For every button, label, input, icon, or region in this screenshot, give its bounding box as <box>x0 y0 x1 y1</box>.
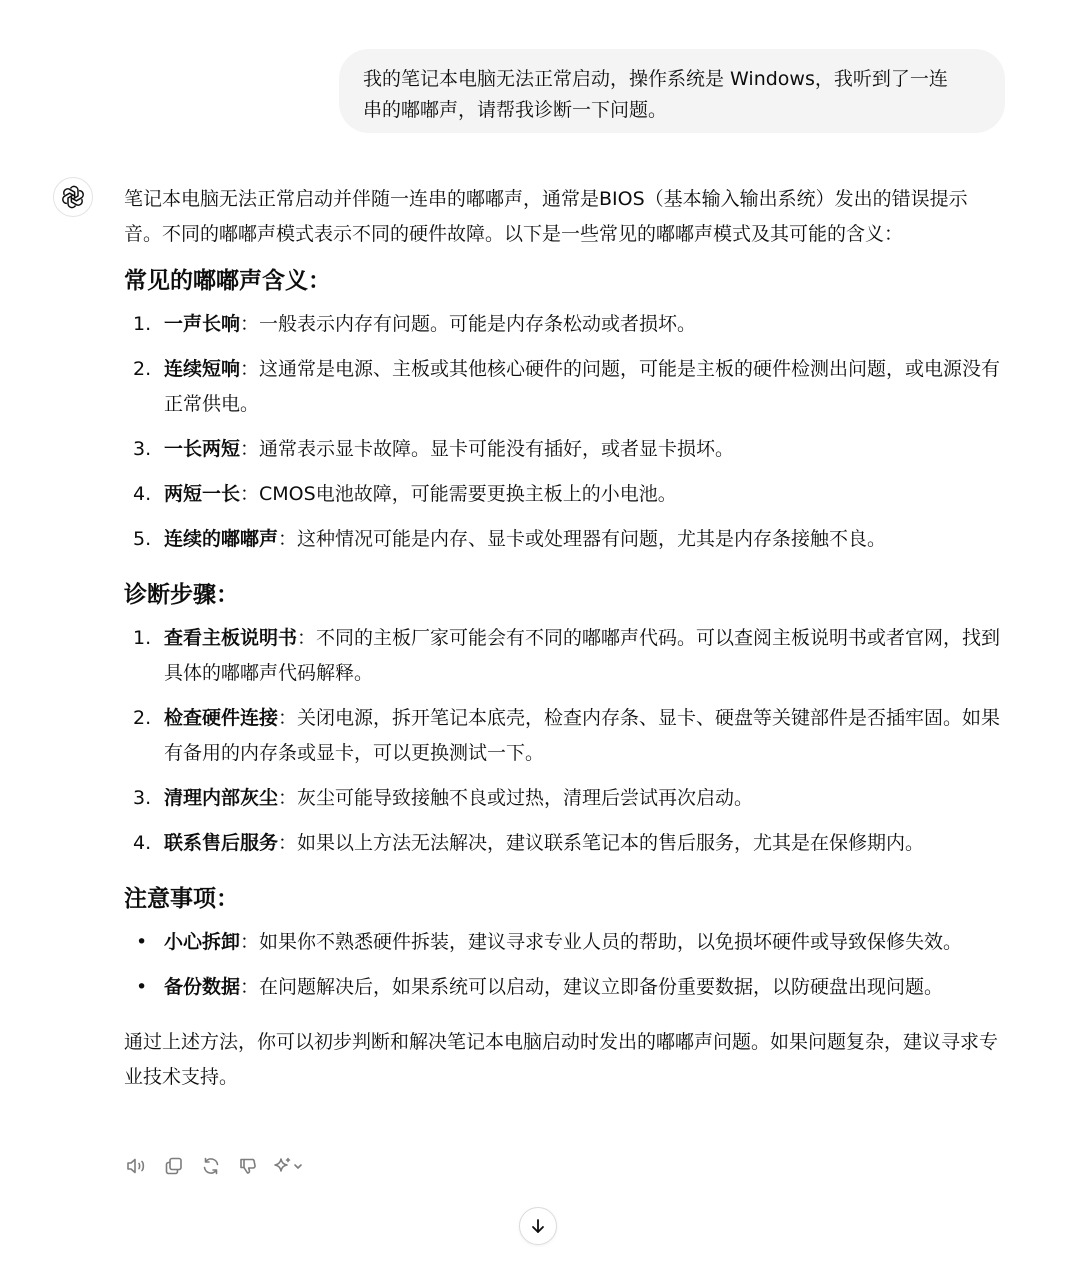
regenerate-button[interactable] <box>198 1153 224 1179</box>
item-text: ：一般表示内存有问题。可能是内存条松动或者损坏。 <box>240 313 697 335</box>
item-text: ：如果以上方法无法解决，建议联系笔记本的售后服务，尤其是在保修期内。 <box>278 832 925 854</box>
scroll-to-bottom-button[interactable] <box>519 1207 557 1245</box>
item-title: 备份数据 <box>164 976 241 998</box>
assistant-message <box>124 182 1004 1095</box>
item-text: ：通常表示显卡故障。显卡可能没有插好，或者显卡损坏。 <box>240 438 735 460</box>
item-title: 连续短响 <box>164 358 241 380</box>
arrow-down-icon <box>529 1217 547 1235</box>
list-item <box>124 970 1004 1005</box>
regenerate-icon <box>201 1156 221 1176</box>
list-number: 3. <box>133 438 152 460</box>
user-message-line: 串的嘟嘟声，请帮我诊断一下问题。 <box>363 99 668 121</box>
sparkle-model-icon <box>272 1156 308 1176</box>
item-text: ：灰尘可能导致接触不良或过热，清理后尝试再次启动。 <box>278 787 754 809</box>
intro-paragraph: 笔记本电脑无法正常启动并伴随一连串的嘟嘟声，通常是BIOS（基本输入输出系统）发出的错误提示音。不同的嘟嘟声模式表示不同的硬件故障。以下是一些常见的嘟嘟声模式及其可能的含义： <box>124 188 968 245</box>
copy-icon <box>164 1156 184 1176</box>
speaker-icon <box>126 1156 148 1176</box>
item-title: 连续的嘟嘟声 <box>164 528 279 550</box>
list-item <box>124 621 1004 691</box>
item-title: 联系售后服务 <box>164 832 279 854</box>
list-item <box>124 477 1004 512</box>
section-heading: 注意事项： <box>124 886 239 912</box>
notes-list <box>124 925 1004 1005</box>
section-heading: 常见的嘟嘟声含义： <box>124 268 331 294</box>
item-text: ：这通常是电源、主板或其他核心硬件的问题，可能是主板的硬件检测出问题，或电源没有正常供电。 <box>164 358 1001 415</box>
item-title: 查看主板说明书 <box>164 627 298 649</box>
section-heading: 诊断步骤： <box>124 582 239 608</box>
item-title: 检查硬件连接 <box>164 707 279 729</box>
copy-button[interactable] <box>161 1153 187 1179</box>
assistant-avatar <box>53 177 93 217</box>
list-number: 3. <box>133 787 152 809</box>
item-title: 小心拆卸 <box>164 931 241 953</box>
bullet-marker: • <box>136 976 148 998</box>
read-aloud-button[interactable] <box>124 1153 150 1179</box>
outro-paragraph: 通过上述方法，你可以初步判断和解决笔记本电脑启动时发出的嘟嘟声问题。如果问题复杂，建议寻求专业技术支持。 <box>124 1031 999 1088</box>
item-text: ：在问题解决后，如果系统可以启动，建议立即备份重要数据，以防硬盘出现问题。 <box>240 976 944 998</box>
openai-logo-icon <box>61 185 85 209</box>
item-title: 清理内部灰尘 <box>164 787 279 809</box>
list-item <box>124 701 1004 771</box>
bullet-marker: • <box>136 931 148 953</box>
item-text: ：这种情况可能是内存、显卡或处理器有问题，尤其是内存条接触不良。 <box>278 528 887 550</box>
user-message-line: 我的笔记本电脑无法正常启动，操作系统是 Windows，我听到了一连 <box>363 68 948 90</box>
list-item <box>124 826 1004 861</box>
list-item <box>124 307 1004 342</box>
item-text: ：不同的主板厂家可能会有不同的嘟嘟声代码。可以查阅主板说明书或者官网，找到具体的嘟嘟声代码解释。 <box>164 627 1001 684</box>
item-text: ：如果你不熟悉硬件拆装，建议寻求专业人员的帮助，以免损坏硬件或导致保修失效。 <box>240 931 963 953</box>
list-number: 1. <box>133 627 152 649</box>
bad-response-button[interactable] <box>235 1153 261 1179</box>
item-title: 一长两短 <box>164 438 241 460</box>
list-item <box>124 352 1004 422</box>
thumbs-down-icon <box>238 1156 258 1176</box>
list-number: 2. <box>133 707 152 729</box>
beep-meaning-list <box>124 307 1004 557</box>
diagnosis-steps-list <box>124 621 1004 861</box>
list-number: 5. <box>133 528 152 550</box>
item-text: ：CMOS电池故障，可能需要更换主板上的小电池。 <box>240 483 677 505</box>
list-item <box>124 522 1004 557</box>
list-number: 2. <box>133 358 152 380</box>
message-actions <box>124 1153 319 1179</box>
switch-model-button[interactable] <box>272 1153 308 1179</box>
list-number: 1. <box>133 313 152 335</box>
list-item <box>124 781 1004 816</box>
list-item <box>124 925 1004 960</box>
list-number: 4. <box>133 832 152 854</box>
item-title: 两短一长 <box>164 483 241 505</box>
item-title: 一声长响 <box>164 313 241 335</box>
user-message-bubble <box>339 49 1005 133</box>
list-item <box>124 432 1004 467</box>
list-number: 4. <box>133 483 152 505</box>
item-text: ：关闭电源，拆开笔记本底壳，检查内存条、显卡、硬盘等关键部件是否插牢固。如果有备用的内存条或显卡，可以更换测试一下。 <box>164 707 1001 764</box>
